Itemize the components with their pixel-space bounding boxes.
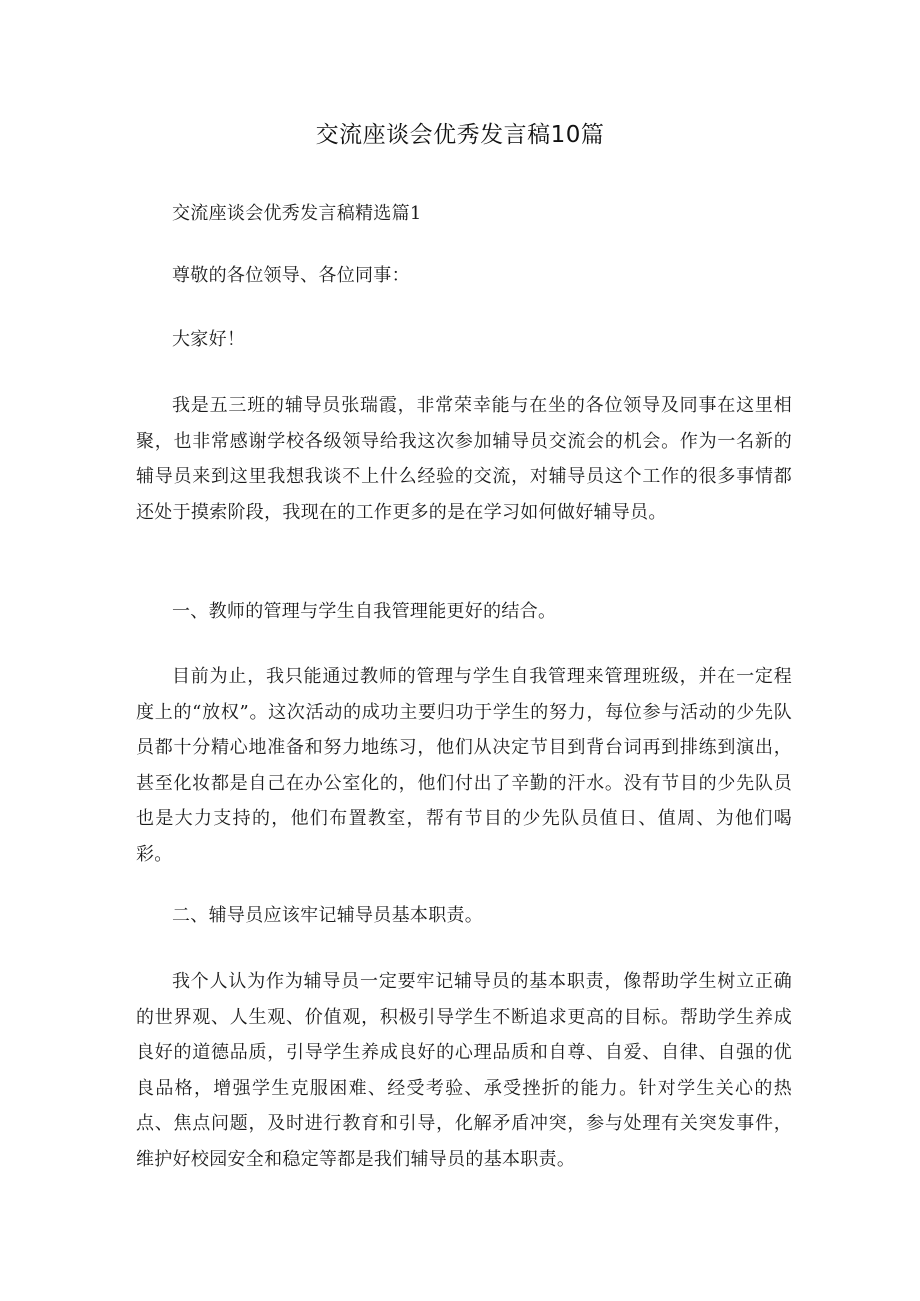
document-title: 交流座谈会优秀发言稿10篇 [315,122,605,148]
salutation: 尊敬的各位领导、各位同事： [172,265,410,286]
greeting: 大家好！ [172,329,246,350]
paragraph-point-one: 目前为止，我只能通过教师的管理与学生自我管理来管理班级，并在一定程度上的“放权”。这次活动的成功主要归功于学生的努力，每位参与活动的少先队员都十分精心地准备和努力地练习，他们从决定节目到背台词再到排练到演出，甚至化妆都是自己在办公室化的，他们付出了辛勤的汗水。没有节目的少先队员也是大力支持的，他们布置教室，帮有节目的少先队员值日、值周、为他们喝彩。 [136,666,792,865]
heading-point-one: 一、教师的管理与学生自我管理能更好的结合。 [172,601,557,622]
heading-point-two: 二、辅导员应该牢记辅导员基本职责。 [172,905,484,926]
paragraph-intro: 我是五三班的辅导员张瑞霞，非常荣幸能与在坐的各位领导及同事在这里相聚，也非常感谢学校各级领导给我这次参加辅导员交流会的机会。作为一名新的辅导员来到这里我想我谈不上什么经验的交流，对辅导员这个工作的很多事情都还处于摸索阶段，我现在的工作更多的是在学习如何做好辅导员。 [136,395,792,523]
section-subtitle: 交流座谈会优秀发言稿精选篇1 [172,203,422,224]
paragraph-point-two: 我个人认为作为辅导员一定要牢记辅导员的基本职责，像帮助学生树立正确的世界观、人生观、价值观，积极引导学生不断追求更高的目标。帮助学生养成良好的道德品质，引导学生养成良好的心理品质和自尊、自爱、自律、自强的优良品格，增强学生克服困难、经受考验、承受挫折的能力。针对学生关心的热点、焦点问题，及时进行教育和引导，化解矛盾冲突，参与处理有关突发事件，维护好校园安全和稳定等都是我们辅导员的基本职责。 [136,971,792,1170]
